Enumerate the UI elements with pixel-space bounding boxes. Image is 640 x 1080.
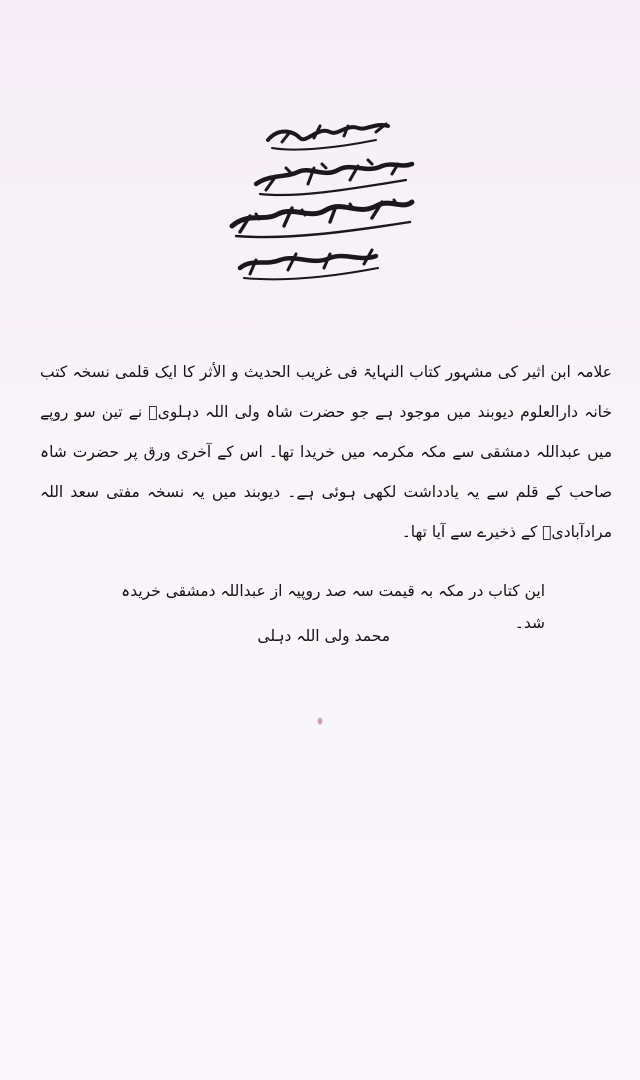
handwritten-note-svg <box>226 118 416 288</box>
ink-speck <box>316 716 324 726</box>
urdu-note-paragraph: علامہ ابن اثیر کی مشہور کتاب النہایۃ فی غریب الحدیث و الأثر کا ایک قلمی نسخہ کتب خانہ دارالعلوم دیوبند میں موجود ہے جو حضرت شاہ ولی اللہ دہلویؒ نے تین سو روپے میں عبداللہ دمشقی سے مکہ مکرمہ میں خریدا تھا۔ اس کے آخری ورق پر حضرت شاہ صاحب کے قلم سے یہ یادداشت لکھی ہوئی ہے۔ دیوبند میں یہ نسخہ مفتی سعد اللہ مرادآبادیؒ کے ذخیرے سے آیا تھا۔ <box>40 363 612 541</box>
manuscript-handwriting-image <box>226 118 416 288</box>
persian-inscription-line: این کتاب در مکہ بہ قیمت سہ صد روپیہ از عبداللہ دمشقی خریدہ شد۔ <box>121 582 545 632</box>
signature-line: محمد ولی اللہ دہلی <box>257 627 390 645</box>
